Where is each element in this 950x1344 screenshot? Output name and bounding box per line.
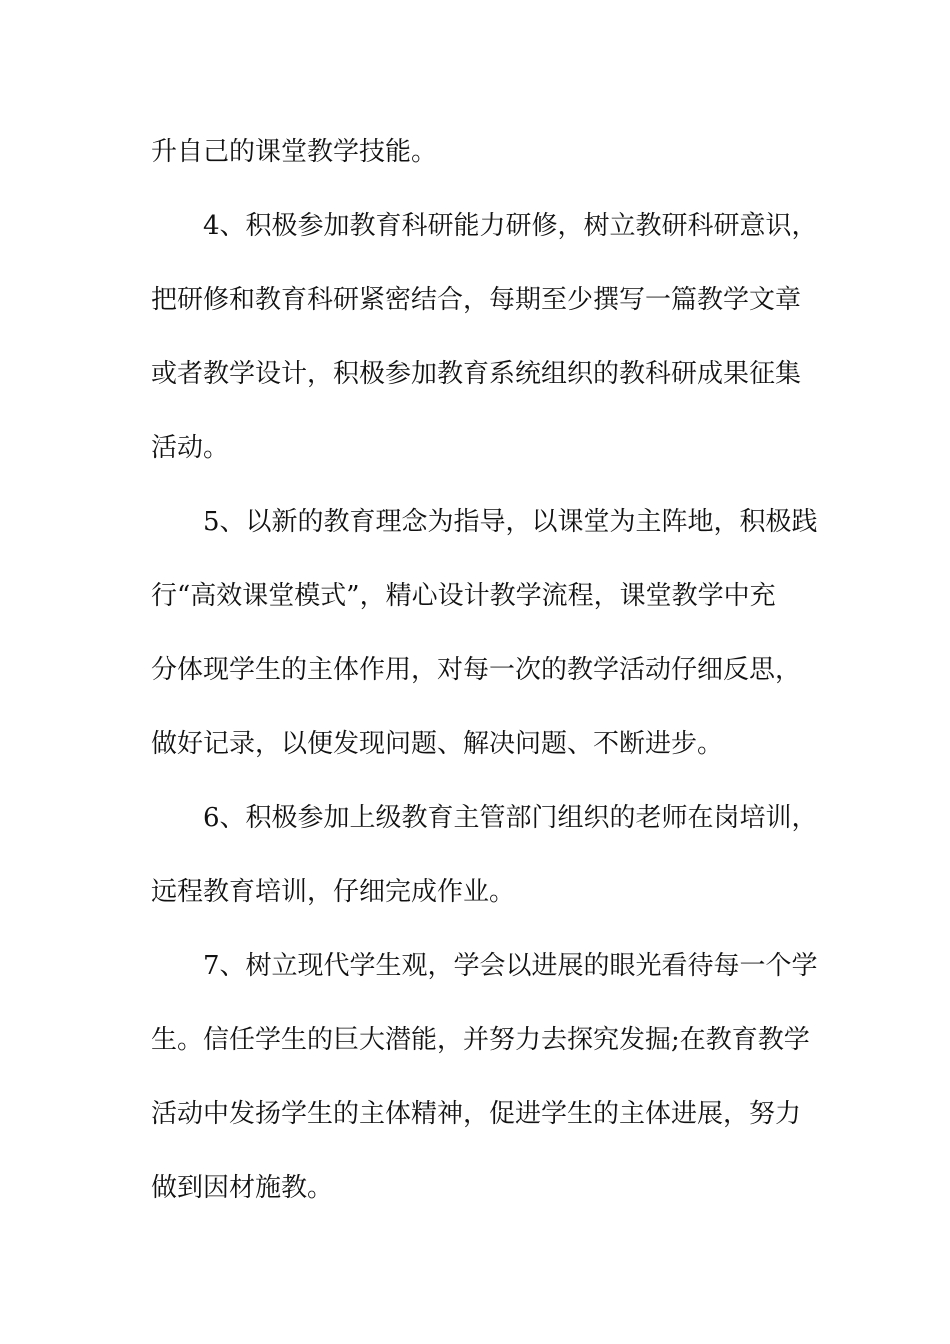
text-line: 5、以新的教育理念为指导，以课堂为主阵地，积极践 (203, 507, 818, 537)
text-line: 6、积极参加上级教育主管部门组织的老师在岗培训， (203, 803, 818, 833)
body-text (151, 130, 818, 1240)
text-line: 分体现学生的主体作用，对每一次的教学活动仔细反思， (151, 655, 802, 685)
text-line: 行“高效课堂模式”，精心设计教学流程，课堂教学中充 (151, 581, 776, 611)
text-line: 升自己的课堂教学技能。 (151, 137, 438, 167)
text-line: 活动中发扬学生的主体精神，促进学生的主体进展，努力 (151, 1099, 802, 1129)
text-line: 做到因材施教。 (151, 1173, 334, 1203)
text-line: 4、积极参加教育科研能力研修，树立教研科研意识， (203, 211, 818, 241)
text-line: 或者教学设计，积极参加教育系统组织的教科研成果征集 (151, 359, 802, 389)
text-line: 远程教育培训，仔细完成作业。 (151, 877, 516, 907)
text-line: 做好记录，以便发现问题、解决问题、不断进步。 (151, 729, 724, 759)
text-line: 活动。 (151, 433, 230, 463)
text-line: 生。信任学生的巨大潜能，并努力去探究发掘;在教育教学 (151, 1025, 810, 1055)
text-line: 把研修和教育科研紧密结合，每期至少撰写一篇教学文章 (151, 285, 802, 315)
text-line: 7、树立现代学生观，学会以进展的眼光看待每一个学 (203, 951, 818, 981)
